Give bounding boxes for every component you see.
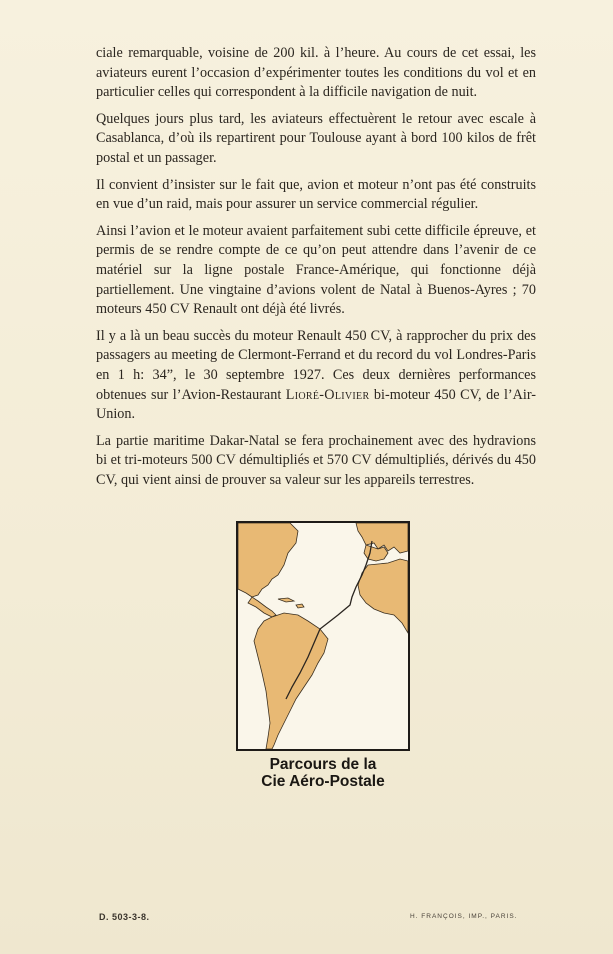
paragraph-5 [96,327,536,425]
caribbean-islands [278,598,304,608]
north-america-land [238,523,298,597]
map-caption-line-2: Cie Aéro-Postale [261,773,385,790]
paragraph-2: Quelques jours plus tard, les aviateurs effectuèrent le retour avec escale à Casablanca, d’où ils repartirent pour Toulouse ayant à bord 100 kilos de frêt postal et un passager. [96,110,536,166]
document-reference: D. 503-3-8. [99,912,150,922]
brand-name: Lioré-Olivier [285,386,370,403]
paragraph-5-text: Il y a là un beau succès du moteur Renault 450 CV, à rapprocher du prix des passagers au meeting de Clermont-Ferrand et du record du vol Londres-Paris en 1 h: 34”, le 30 septembre 1927. Ces deux dernières performances obtenues sur l’Avion-Restaurant [96,327,536,403]
printer-credit: H. FRANÇOIS, IMP., PARIS. [410,913,518,920]
africa-land [358,559,408,633]
paragraph-5-end: bi-moteur 450 CV, de l’Air-Union. [96,386,537,423]
map-caption [236,756,410,790]
map-caption-line-1: Parcours de la [269,756,377,773]
paragraph-1: ciale remarquable, voisine de 200 kil. à l’heure. Au cours de cet essai, les aviateurs eurent l’occasion d’expérimenter toutes les conditions du vol et en particulier celles qui correspondent à la difficile navigation de nuit. [96,45,536,101]
paragraph-3: Il convient d’insister sur le fait que, avion et moteur n’ont pas été construits en vue d’un raid, mais pour assurer un service commercial régulier. [96,176,536,213]
south-america-land [254,613,328,749]
route-map [236,521,410,751]
central-america-land [248,597,276,617]
route-map-illustration [238,523,408,749]
body-text [96,44,536,497]
paragraph-6: La partie maritime Dakar-Natal se fera prochainement avec des hydravions bi et tri-moteurs 500 CV démultipliés et 570 CV démultipliés, dérivés du 450 CV, qui vient ainsi de prouver sa valeur sur les appareils terrestres. [96,432,536,488]
paragraph-4: Ainsi l’avion et le moteur avaient parfaitement subi cette difficile épreuve, et permis de se rendre compte de ce qu’on peut attendre dans l’avenir de ce matériel sur la ligne postale France-Amérique, qui fonctionne déjà partiellement. Une vingtaine d’avions volent de Natal à Buenos-Ayres ; 70 moteurs 450 CV Renault ont déjà été livrés. [96,222,536,318]
